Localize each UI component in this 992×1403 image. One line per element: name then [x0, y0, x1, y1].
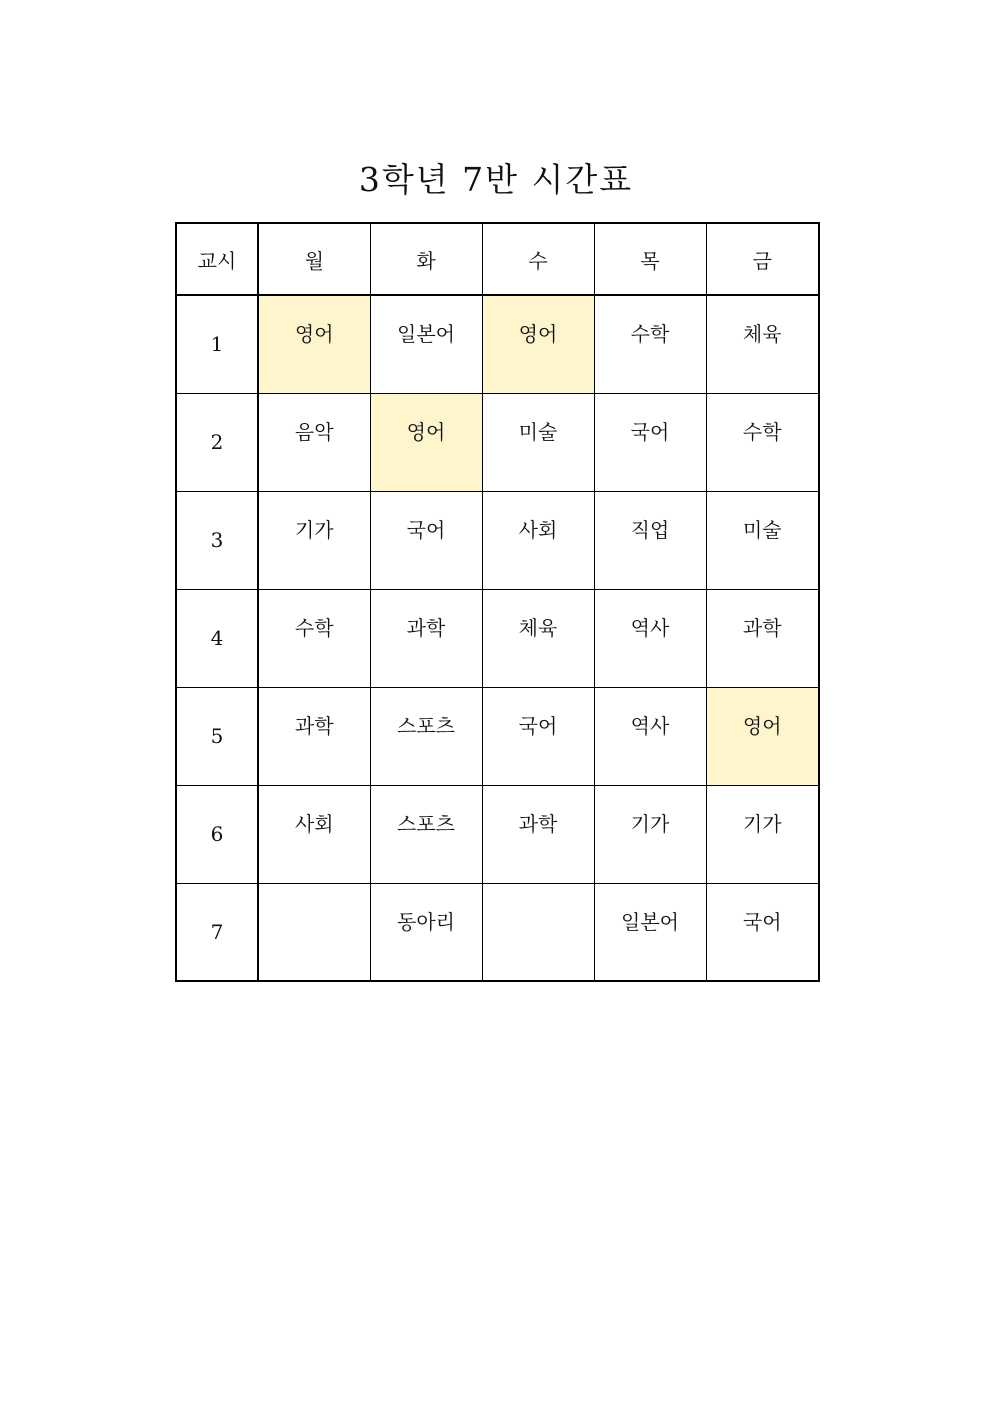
subject-cell: 사회	[258, 785, 370, 883]
subject-cell: 직업	[594, 491, 706, 589]
subject-cell: 영어	[482, 295, 594, 393]
table-row	[176, 883, 819, 981]
subject-cell: 국어	[482, 687, 594, 785]
table-row	[176, 491, 819, 589]
period-number: 4	[176, 589, 258, 687]
header-period: 교시	[176, 223, 258, 295]
subject-cell: 과학	[706, 589, 819, 687]
subject-cell: 일본어	[370, 295, 482, 393]
subject-cell: 스포츠	[370, 785, 482, 883]
header-day-tue: 화	[370, 223, 482, 295]
subject-cell: 국어	[370, 491, 482, 589]
subject-cell	[258, 883, 370, 981]
table-row	[176, 785, 819, 883]
header-row	[176, 223, 819, 295]
subject-cell: 기가	[706, 785, 819, 883]
table-row	[176, 393, 819, 491]
subject-cell: 수학	[706, 393, 819, 491]
subject-cell: 기가	[258, 491, 370, 589]
subject-cell: 과학	[258, 687, 370, 785]
subject-cell: 역사	[594, 589, 706, 687]
subject-cell: 체육	[482, 589, 594, 687]
period-number: 7	[176, 883, 258, 981]
subject-cell: 영어	[370, 393, 482, 491]
table-row	[176, 589, 819, 687]
subject-cell: 영어	[258, 295, 370, 393]
header-day-mon: 월	[258, 223, 370, 295]
subject-cell: 역사	[594, 687, 706, 785]
subject-cell: 동아리	[370, 883, 482, 981]
subject-cell: 미술	[482, 393, 594, 491]
timetable	[175, 222, 820, 982]
subject-cell: 사회	[482, 491, 594, 589]
subject-cell: 미술	[706, 491, 819, 589]
period-number: 1	[176, 295, 258, 393]
header-day-wed: 수	[482, 223, 594, 295]
subject-cell: 국어	[706, 883, 819, 981]
subject-cell: 음악	[258, 393, 370, 491]
subject-cell: 기가	[594, 785, 706, 883]
subject-cell: 수학	[258, 589, 370, 687]
subject-cell: 일본어	[594, 883, 706, 981]
subject-cell: 과학	[370, 589, 482, 687]
header-day-fri: 금	[706, 223, 819, 295]
period-number: 5	[176, 687, 258, 785]
period-number: 2	[176, 393, 258, 491]
subject-cell: 과학	[482, 785, 594, 883]
subject-cell: 수학	[594, 295, 706, 393]
subject-cell: 영어	[706, 687, 819, 785]
page-title: 3학년 7반 시간표	[358, 160, 634, 199]
subject-cell	[482, 883, 594, 981]
table-row	[176, 295, 819, 393]
subject-cell: 체육	[706, 295, 819, 393]
header-day-thu: 목	[594, 223, 706, 295]
subject-cell: 국어	[594, 393, 706, 491]
table-row	[176, 687, 819, 785]
subject-cell: 스포츠	[370, 687, 482, 785]
period-number: 3	[176, 491, 258, 589]
period-number: 6	[176, 785, 258, 883]
